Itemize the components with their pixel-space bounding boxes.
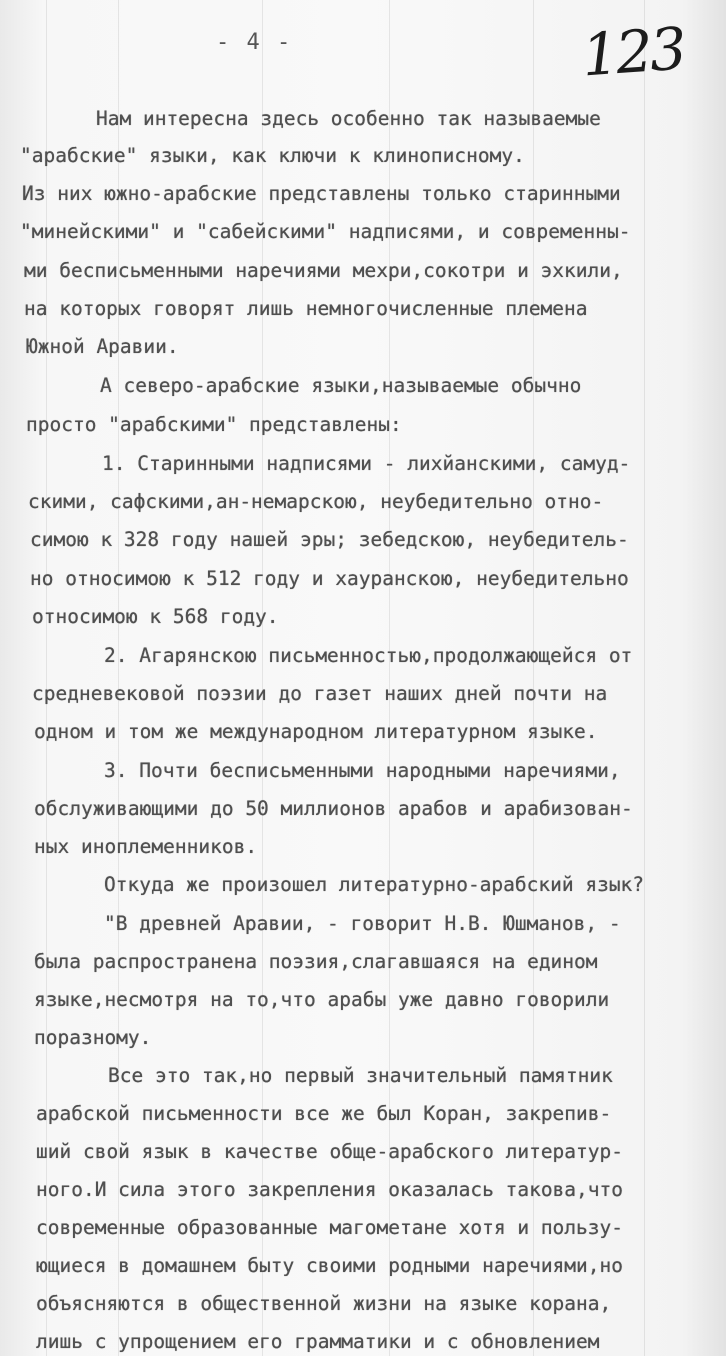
text-line: Из них южно-арабские представлены только старинными	[22, 182, 621, 205]
text-line: ющиеся в домашнем быту своими родными наречиями,но	[36, 1254, 623, 1277]
text-line: языке,несмотря на то,что арабы уже давно говорили	[34, 988, 610, 1011]
text-line: просто "арабскими" представлены:	[26, 413, 402, 436]
scan-streak	[644, 0, 645, 1356]
text-line: Нам интересна здесь особенно так называемые	[96, 107, 601, 130]
text-line: относимою к 568 году.	[32, 605, 279, 628]
text-line: на которых говорят лишь немногочисленные племена	[24, 297, 588, 320]
text-line: ных иноплеменников.	[34, 835, 258, 858]
text-line: скими, сафскими,ан-немарскою, неубедительно отно-	[28, 490, 604, 513]
text-line: "В древней Аравии, - говорит Н.В. Юшманов, -	[104, 912, 621, 935]
text-line: лишь с упрощением его грамматики и с обновлением	[36, 1330, 600, 1353]
text-line: "минейскими" и "сабейскими" надписями, и современны-	[20, 220, 631, 243]
text-line: но относимою к 512 году и хауранскою, неубедительно	[30, 567, 629, 590]
text-line: одном и том же международном литературном языке.	[34, 720, 598, 743]
handwritten-folio-number: 123	[579, 14, 686, 90]
text-line: арабской письменности все же был Коран, закрепив-	[36, 1102, 612, 1125]
text-line: современные образованные магометане хотя и пользу-	[36, 1216, 623, 1239]
text-line: ми бесписьменными наречиями мехри,сокотри и эхкили,	[24, 259, 623, 282]
text-line: 2. Агарянскою письменностью,продолжающейся от	[104, 644, 633, 667]
text-line: Все это так,но первый значительный памятник	[108, 1064, 613, 1087]
text-line: Откуда же произошел литературно-арабский язык?	[104, 873, 645, 896]
text-line: Южной Аравии.	[26, 335, 179, 358]
text-line: "арабские" языки, как ключи к клинописному.	[20, 144, 525, 167]
text-line: обслуживающими до 50 миллионов арабов и арабизован-	[34, 797, 633, 820]
text-line: средневековой поэзии до газет наших дней почти на	[32, 682, 608, 705]
text-line: ного.И сила этого закрепления оказалась такова,что	[36, 1178, 623, 1201]
text-line: была распространена поэзия,слагавшаяся на едином	[34, 950, 598, 973]
text-line: А северо-арабские языки,называемые обычно	[100, 374, 582, 397]
text-line: 3. Почти бесписьменными народными наречиями,	[104, 759, 621, 782]
text-line: ший свой язык в качестве обще-арабского литератур-	[36, 1140, 623, 1163]
text-line: поразному.	[34, 1026, 152, 1049]
page-number: - 4 -	[216, 30, 293, 55]
text-line: симою к 328 году нашей эры; зебедскою, неубедитель-	[30, 528, 629, 551]
text-line: объясняются в общественной жизни на языке корана,	[36, 1292, 612, 1315]
text-line: 1. Старинными надписями - лихйанскими, самуд-	[102, 452, 631, 475]
